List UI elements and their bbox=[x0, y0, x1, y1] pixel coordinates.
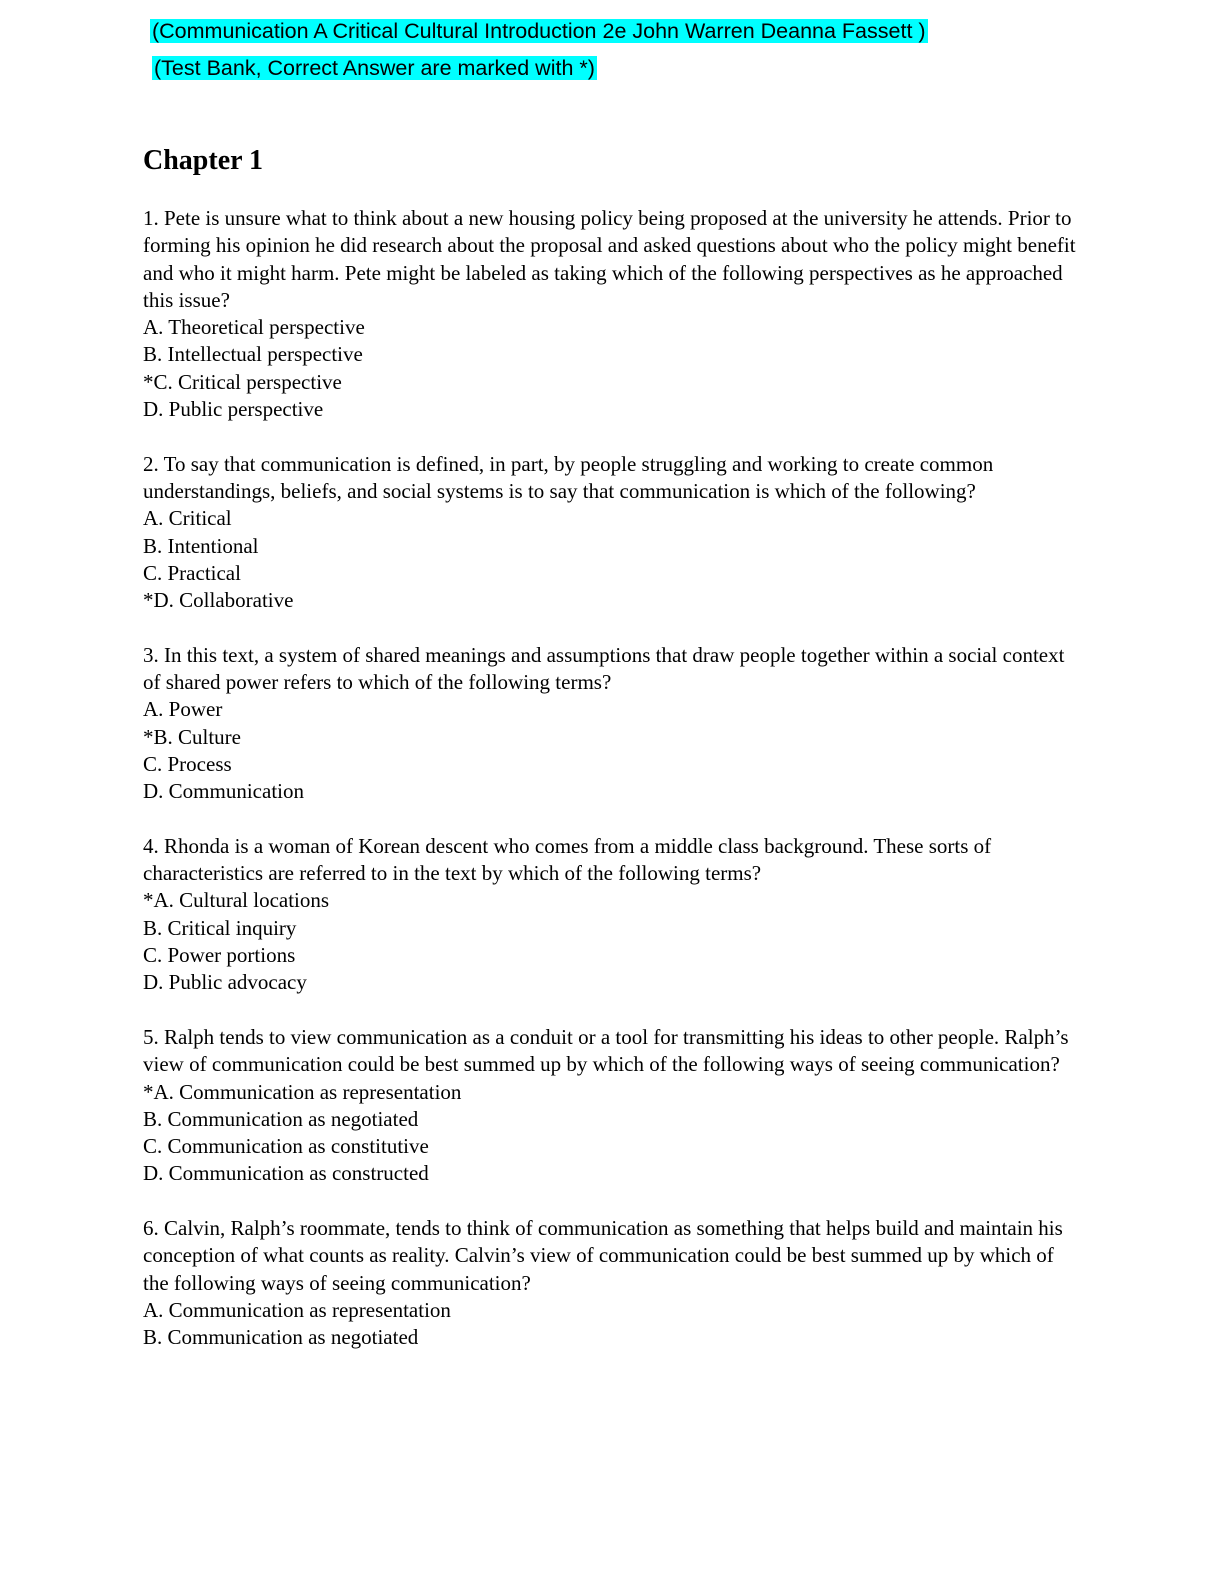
header-title-line bbox=[150, 13, 928, 50]
question-6 bbox=[143, 1215, 1083, 1351]
question-text: 4. Rhonda is a woman of Korean descent who comes from a middle class background. These sorts of characteristics are referred to in the text by which of the following terms? bbox=[143, 833, 992, 886]
header-title-text: (Communication A Critical Cultural Introduction 2e John Warren Deanna Fassett ) bbox=[152, 19, 926, 43]
answer-option: B. Communication as negotiated bbox=[143, 1106, 419, 1131]
answer-option: C. Communication as constitutive bbox=[143, 1134, 429, 1159]
question-2 bbox=[143, 451, 1083, 615]
question-3 bbox=[143, 642, 1083, 806]
answer-option: A. Critical bbox=[143, 506, 232, 531]
answer-option-correct: *A. Cultural locations bbox=[143, 888, 330, 913]
answer-option: C. Power portions bbox=[143, 943, 296, 968]
question-text: 3. In this text, a system of shared meanings and assumptions that draw people together within a social context of shared power refers to which of the following terms? bbox=[143, 642, 1065, 695]
answer-option-correct: *D. Collaborative bbox=[143, 588, 294, 613]
question-text: 2. To say that communication is defined, in part, by people struggling and working to create common understandings, beliefs, and social systems is to say that communication is which of the following? bbox=[143, 451, 994, 503]
answer-option: B. Intellectual perspective bbox=[143, 342, 363, 367]
document-header bbox=[150, 13, 928, 87]
answer-option: B. Critical inquiry bbox=[143, 915, 297, 940]
answer-option: B. Communication as negotiated bbox=[143, 1325, 419, 1350]
question-text: 6. Calvin, Ralph’s roommate, tends to think of communication as something that helps build and maintain his conception of what counts as reality. Calvin’s view of communication could be best summed up by which of the following ways of seeing communication? bbox=[143, 1215, 1063, 1295]
answer-option: D. Communication as constructed bbox=[143, 1161, 429, 1186]
question-1 bbox=[143, 205, 1083, 423]
question-text: 5. Ralph tends to view communication as a conduit or a tool for transmitting his ideas to other people. Ralph’s view of communication could be best summed up by which of the following ways of seeing communication? bbox=[143, 1024, 1069, 1077]
answer-option: D. Public advocacy bbox=[143, 970, 307, 995]
answer-option: D. Public perspective bbox=[143, 397, 324, 422]
answer-option-correct: *C. Critical perspective bbox=[143, 369, 342, 394]
answer-option: C. Process bbox=[143, 751, 232, 776]
answer-option: B. Intentional bbox=[143, 533, 259, 558]
chapter-title: Chapter 1 bbox=[143, 145, 264, 176]
question-list bbox=[143, 205, 1083, 1379]
answer-option: D. Communication bbox=[143, 779, 304, 804]
answer-option: C. Practical bbox=[143, 560, 241, 585]
answer-option-correct: *B. Culture bbox=[143, 724, 241, 749]
header-note-line bbox=[152, 50, 928, 87]
question-text: 1. Pete is unsure what to think about a new housing policy being proposed at the university he attends. Prior to forming his opinion he did research about the proposal and asked questions about who the policy might benefit and who it might harm. Pete might be labeled as taking which of the following perspectives as he approached this issue? bbox=[143, 206, 1076, 312]
question-4 bbox=[143, 833, 1083, 997]
header-note-text: (Test Bank, Correct Answer are marked with *) bbox=[154, 56, 595, 80]
answer-option-correct: *A. Communication as representation bbox=[143, 1079, 462, 1104]
question-5 bbox=[143, 1024, 1083, 1188]
answer-option: A. Communication as representation bbox=[143, 1297, 451, 1322]
answer-option: A. Power bbox=[143, 697, 223, 722]
answer-option: A. Theoretical perspective bbox=[143, 315, 365, 340]
